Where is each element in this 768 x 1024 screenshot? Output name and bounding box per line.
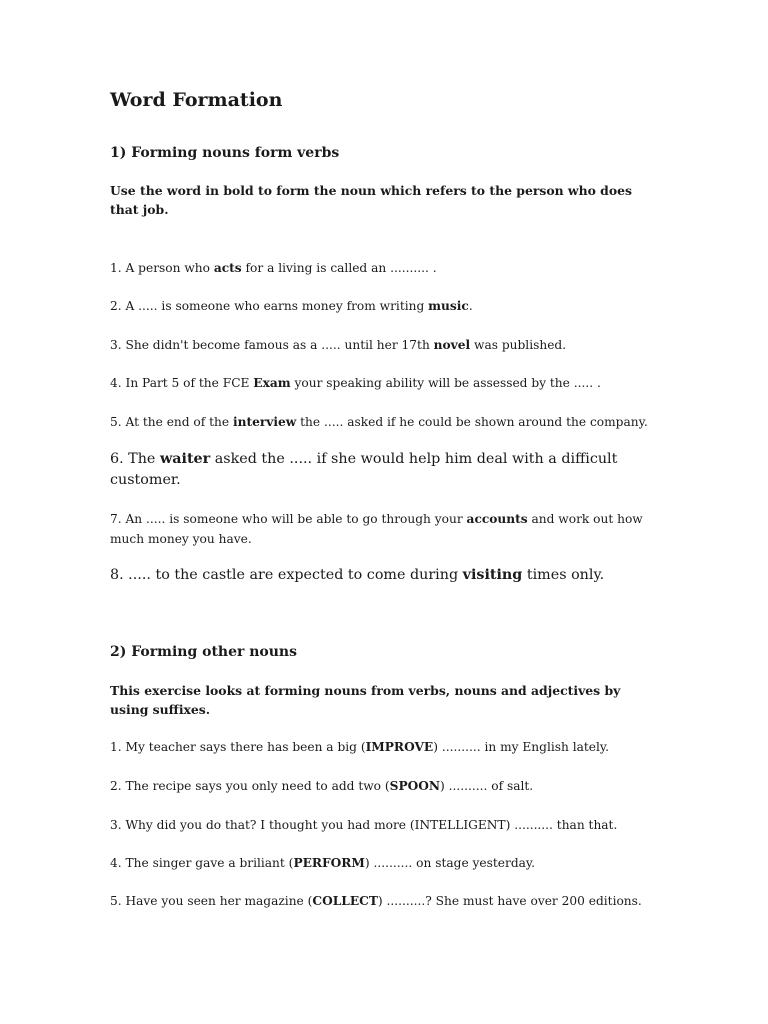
question-item bbox=[110, 776, 658, 796]
key-word: SPOON bbox=[389, 779, 440, 793]
section-heading: 2) Forming other nouns bbox=[110, 644, 297, 660]
question-text: 2. The recipe says you only need to add two ( bbox=[110, 779, 390, 793]
question-item bbox=[110, 891, 658, 911]
question-text: 3. She didn't become famous as a ..... until her 17th bbox=[110, 338, 434, 352]
question-text: times only. bbox=[522, 567, 605, 583]
section-instruction: This exercise looks at forming nouns from verbs, nouns and adjectives by using suffixes. bbox=[110, 683, 621, 717]
question-text: 5. At the end of the bbox=[110, 415, 233, 429]
question-text: 8. ..... to the castle are expected to come during bbox=[110, 567, 463, 583]
question-text: . bbox=[468, 299, 473, 313]
question-text: 4. In Part 5 of the FCE bbox=[110, 376, 254, 390]
question-text: 2. A ..... is someone who earns money from writing bbox=[110, 299, 429, 313]
key-word: IMPROVE bbox=[365, 740, 434, 754]
key-word: Exam bbox=[253, 376, 291, 390]
question-text: 1. A person who bbox=[110, 261, 214, 275]
question-text: ) .......... in my English lately. bbox=[433, 740, 610, 754]
question-text: was published. bbox=[470, 338, 567, 352]
key-word: waiter bbox=[159, 451, 211, 467]
question-item bbox=[110, 373, 658, 393]
question-item bbox=[110, 258, 658, 278]
key-word: visiting bbox=[462, 567, 523, 583]
question-text: 5. Have you seen her magazine ( bbox=[110, 894, 313, 908]
question-item bbox=[110, 853, 658, 873]
question-text: 1. My teacher says there has been a big ( bbox=[110, 740, 366, 754]
question-item bbox=[110, 815, 658, 835]
section-heading: 1) Forming nouns form verbs bbox=[110, 145, 340, 161]
question-text: ) .......... on stage yesterday. bbox=[364, 856, 536, 870]
key-word: interview bbox=[233, 415, 297, 429]
question-item bbox=[110, 449, 658, 491]
question-text: the ..... asked if he could be shown around the company. bbox=[296, 415, 648, 429]
key-word: PERFORM bbox=[293, 856, 365, 870]
question-text: your speaking ability will be assessed by the ..... . bbox=[290, 376, 601, 390]
key-word: accounts bbox=[466, 512, 528, 526]
question-item bbox=[110, 737, 658, 757]
document-title: Word Formation bbox=[110, 89, 283, 111]
question-text: and work out how much money you have. bbox=[110, 512, 643, 546]
question-item bbox=[110, 509, 658, 549]
key-word: novel bbox=[433, 338, 471, 352]
question-item bbox=[110, 296, 658, 316]
key-word: COLLECT bbox=[312, 894, 378, 908]
question-text: 6. The bbox=[110, 451, 160, 467]
question-item bbox=[110, 565, 658, 586]
question-text: asked the ..... if she would help him deal with a difficult customer. bbox=[110, 451, 618, 488]
key-word: music bbox=[428, 299, 469, 313]
question-text: for a living is called an .......... . bbox=[241, 261, 437, 275]
question-text: 3. Why did you do that? I thought you had more (INTELLIGENT) .......... than that. bbox=[110, 818, 618, 832]
question-text: 7. An ..... is someone who will be able to go through your bbox=[110, 512, 467, 526]
question-item bbox=[110, 412, 658, 432]
section-instruction: Use the word in bold to form the noun which refers to the person who does that job. bbox=[110, 183, 632, 217]
question-text: ) ..........? She must have over 200 editions. bbox=[377, 894, 642, 908]
question-text: 4. The singer gave a briliant ( bbox=[110, 856, 294, 870]
question-item bbox=[110, 335, 658, 355]
question-text: ) .......... of salt. bbox=[439, 779, 534, 793]
key-word: acts bbox=[213, 261, 242, 275]
